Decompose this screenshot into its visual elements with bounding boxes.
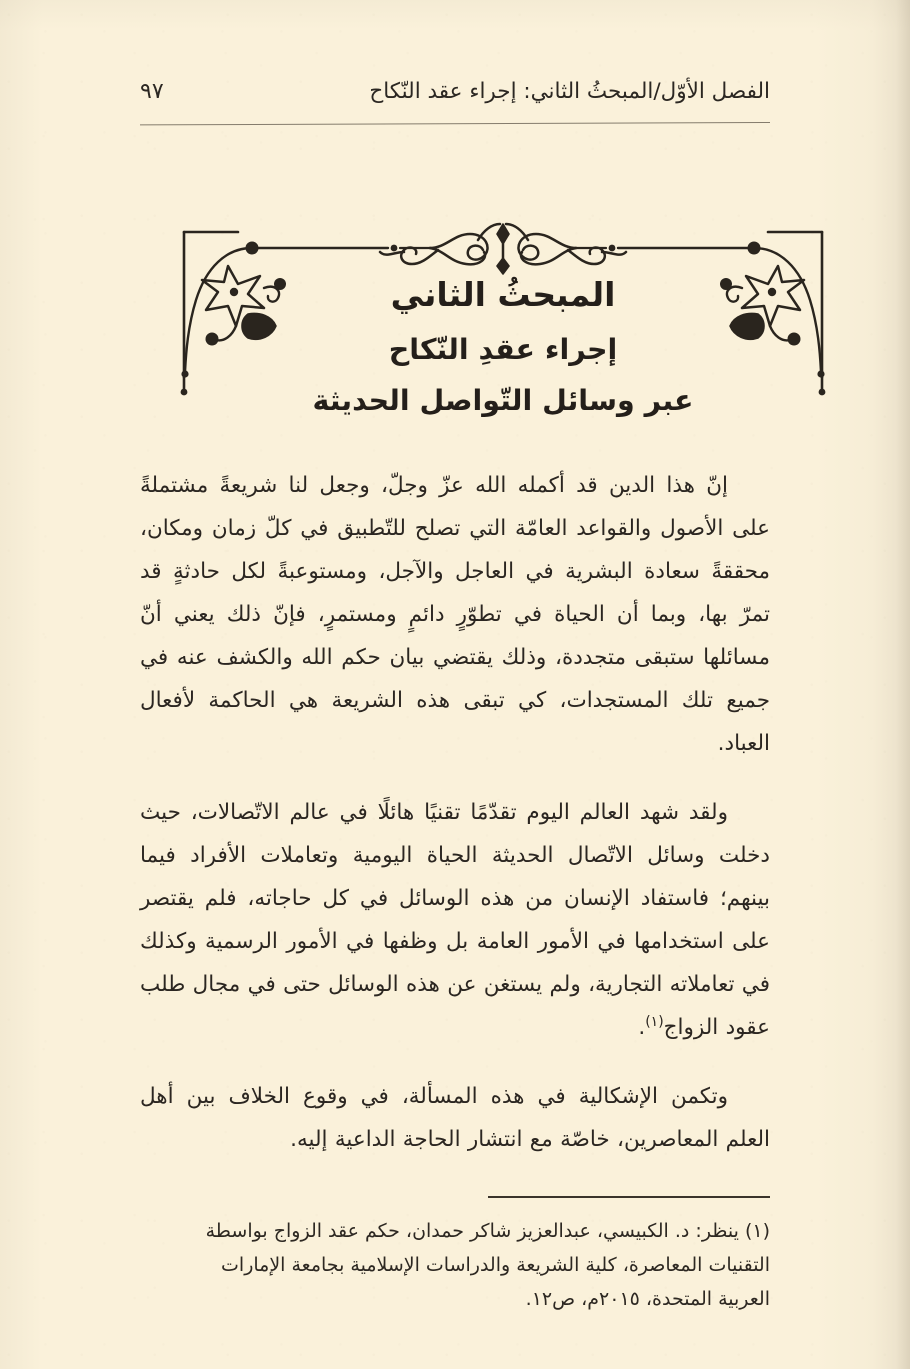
heading-line-2: إجراء عقدِ النّكاح	[388, 332, 618, 366]
footnote-line-2: التقنيات المعاصرة، كلية الشريعة والدراسات الإسلامية بجامعة الإمارات	[221, 1254, 770, 1276]
page-number: ٩٧	[140, 78, 164, 104]
paragraph-1: إنّ هذا الدين قد أكمله الله عزّ وجلّ، وجعل لنا شريعةً مشتملةً على الأصول والقواعد العامّة التي تصلح للتّطبيق في كلّ زمان ومكان، محققةً سعادة البشرية في العاجل والآجل، ومستوعبةً لكل حادثةٍ قد تمرّ بها، وبما أن الحياة في تطوّرٍ دائمٍ ومستمرٍ، فإنّ ذلك يعني أنّ مسائلها ستبقى متجددة، وذلك يقتضي بيان حكم الله والكشف عنه في جميع تلك المستجدات، كي تبقى هذه الشريعة هي الحاكمة لأفعال العباد.	[140, 473, 770, 756]
footnote-block	[140, 1214, 770, 1316]
body-text	[140, 464, 770, 1161]
footnote-reference-marker: (١)	[645, 1013, 664, 1030]
paragraph-3: وتكمن الإشكالية في هذه المسألة، في وقوع الخلاف بين أهل العلم المعاصرين، خاصّة مع انتشار الحاجة الداعية إليه.	[140, 1084, 770, 1152]
footnote-separator-rule	[488, 1196, 770, 1198]
footnote-line-3: العربية المتحدة، ٢٠١٥م، ص١٢.	[525, 1288, 770, 1310]
paragraph-2-text: ولقد شهد العالم اليوم تقدّمًا تقنيًا هائلًا في عالم الاتّصالات، حيث دخلت وسائل الاتّصال الحديثة الحياة اليومية وتعاملات الأفراد فيما بينهم؛ فاستفاد الإنسان من هذه الوسائل في كل حاجاته، فلم يقتصر على استخدامها في الأمور العامة بل وظفها في الأمور الرسمية وكذلك في تعاملاته التجارية، ولم يستغن عن هذه الوسائل حتى في مجال طلب عقود الزواج	[140, 800, 770, 1040]
heading-line-1: المبحثُ الثاني	[390, 275, 616, 314]
paragraph-2-period: .	[638, 1015, 646, 1040]
running-head	[140, 70, 770, 112]
section-heading-block	[178, 272, 828, 422]
running-head-rule	[140, 122, 770, 125]
footnote-line-1: (١) ينظر: د. الكبيسي، عبدالعزيز شاكر حمدان، حكم عقد الزواج بواسطة	[205, 1220, 770, 1242]
paragraph-2	[140, 791, 770, 1049]
running-head-title: الفصل الأوّل/المبحثُ الثاني: إجراء عقد النّكاح	[369, 78, 770, 104]
heading-line-3: عبر وسائل التّواصل الحديثة	[312, 384, 694, 418]
